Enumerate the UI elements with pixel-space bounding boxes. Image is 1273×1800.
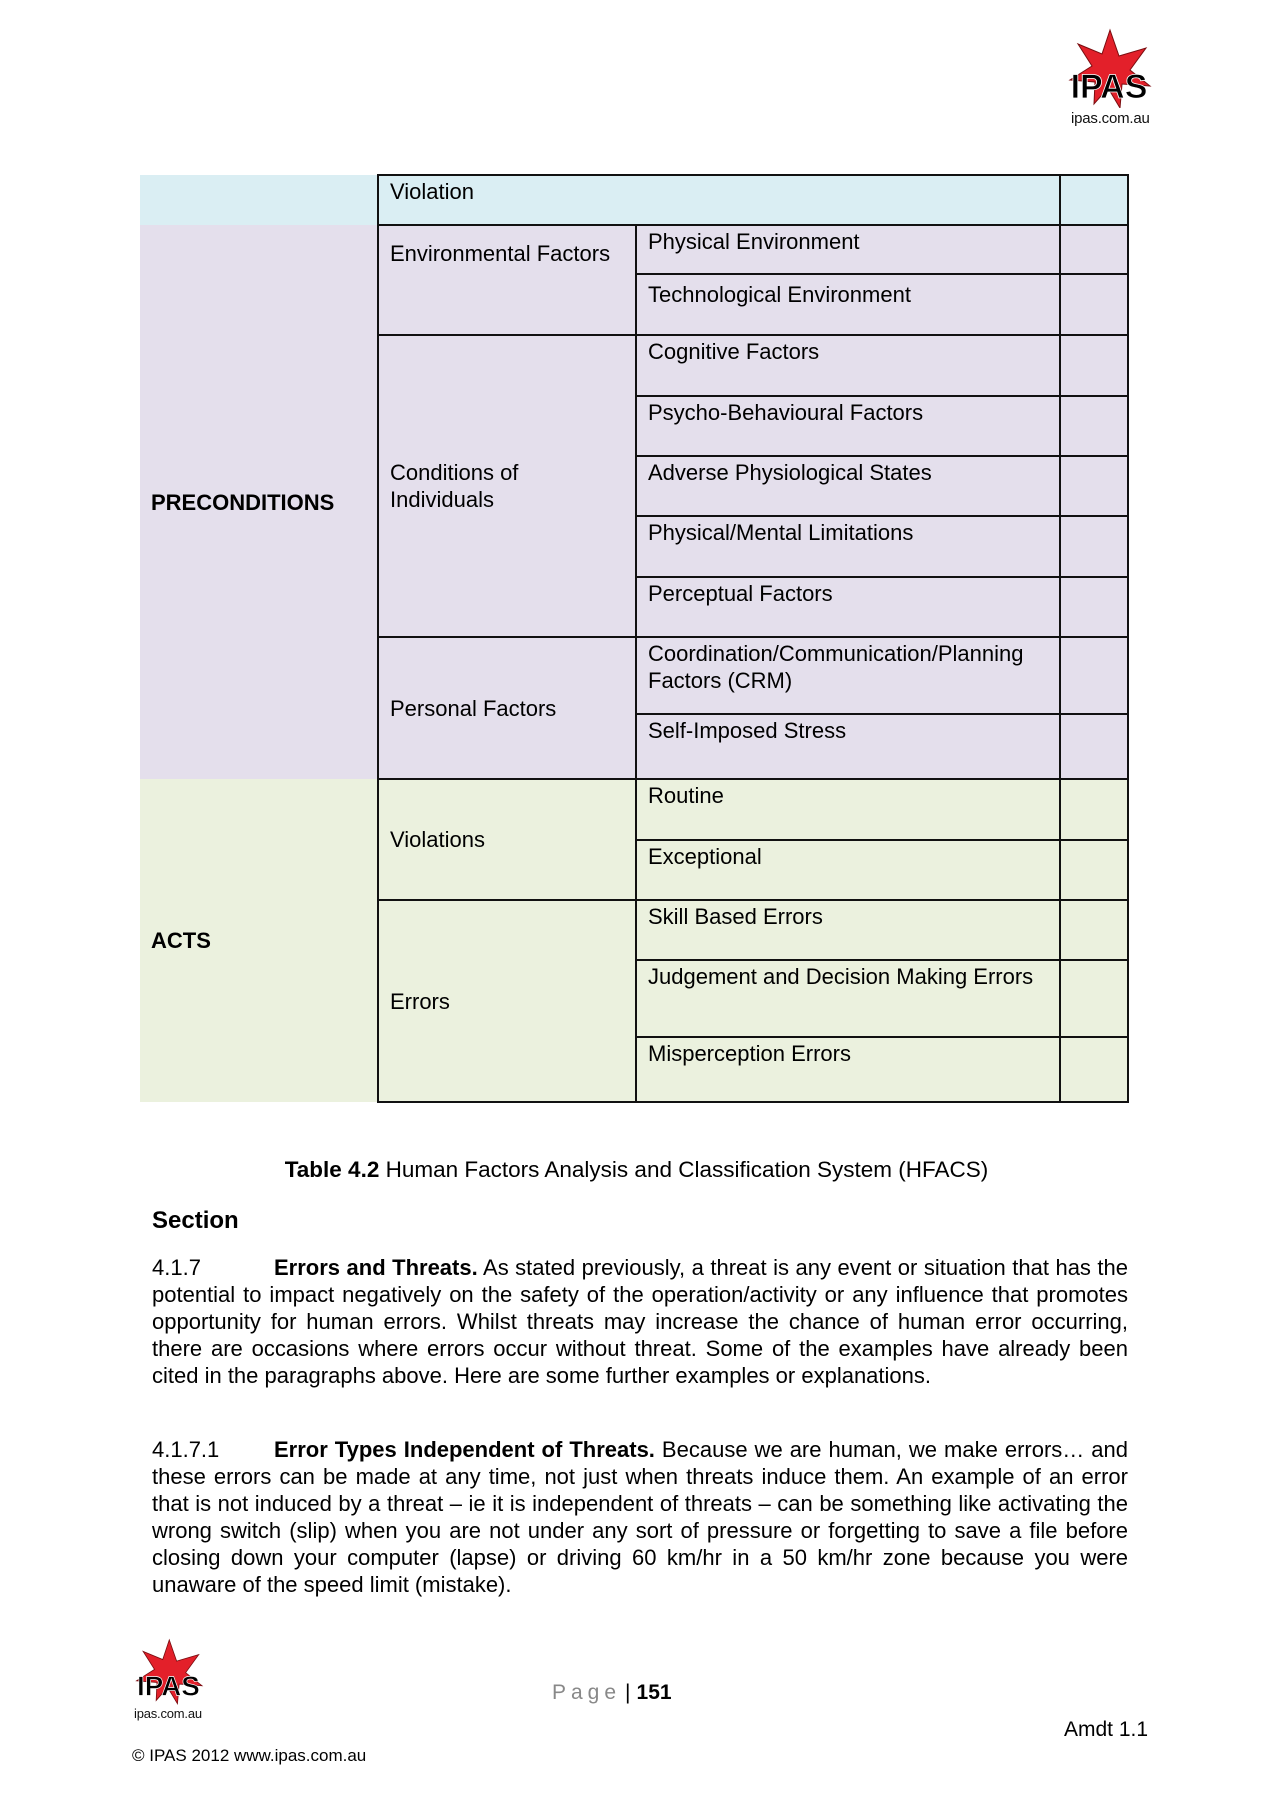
blank-cell bbox=[1060, 900, 1128, 960]
item-skill-based-errors: Skill Based Errors bbox=[636, 900, 1060, 960]
page-separator: | bbox=[625, 1681, 631, 1704]
page-number: 151 bbox=[636, 1681, 672, 1704]
category-preconditions: PRECONDITIONS bbox=[140, 225, 378, 779]
item-physical-environment: Physical Environment bbox=[636, 225, 1060, 274]
item-self-imposed-stress: Self-Imposed Stress bbox=[636, 714, 1060, 779]
subcategory-personal-factors: Personal Factors bbox=[378, 637, 636, 779]
header-logo bbox=[1062, 28, 1172, 127]
footer-logo bbox=[130, 1636, 220, 1721]
blank-cell bbox=[1060, 577, 1128, 637]
table-row bbox=[140, 175, 1128, 225]
blank-cell bbox=[1060, 840, 1128, 900]
subcategory-violation: Violation bbox=[378, 175, 1060, 225]
blank-cell bbox=[1060, 779, 1128, 840]
page-label: Page bbox=[552, 1681, 622, 1704]
item-misperception-errors: Misperception Errors bbox=[636, 1037, 1060, 1102]
blank-cell bbox=[1060, 1037, 1128, 1102]
blank-cell bbox=[1060, 396, 1128, 456]
logo-url-text: ipas.com.au bbox=[1071, 110, 1150, 127]
blank-cell bbox=[1060, 960, 1128, 1037]
item-routine: Routine bbox=[636, 779, 1060, 840]
section-heading: Section bbox=[152, 1207, 239, 1234]
item-psycho-behavioural-factors: Psycho-Behavioural Factors bbox=[636, 396, 1060, 456]
page-number-label bbox=[552, 1681, 672, 1705]
copyright-text: © IPAS 2012 www.ipas.com.au bbox=[132, 1746, 367, 1765]
paragraph-heading: Errors and Threats. bbox=[274, 1255, 478, 1280]
paragraph-4-1-7 bbox=[152, 1254, 1128, 1389]
blank-cell bbox=[1060, 516, 1128, 577]
table-row bbox=[140, 779, 1128, 840]
blank-cell bbox=[1060, 335, 1128, 396]
subcategory-violations: Violations bbox=[378, 779, 636, 900]
blank-cell bbox=[1060, 456, 1128, 516]
table-row bbox=[140, 225, 1128, 274]
subcategory-environmental-factors: Environmental Factors bbox=[378, 225, 636, 335]
item-cognitive-factors: Cognitive Factors bbox=[636, 335, 1060, 396]
table-caption bbox=[0, 1157, 1273, 1183]
paragraph-body: As stated previously, a threat is any event or situation that has the potential to impact negatively on the safety of the operation/activity or any influence that promotes opportunity for human errors. Whilst threats may increase the chance of human error occurring, there are occasions where errors occur without threat. Some of the examples have already been cited in the paragraphs above. Here are some further examples or explanations. bbox=[152, 1255, 1129, 1388]
blank-cell bbox=[1060, 225, 1128, 274]
logo-url-text: ipas.com.au bbox=[134, 1706, 202, 1721]
category-cell-empty bbox=[140, 175, 378, 225]
subcategory-errors: Errors bbox=[378, 900, 636, 1102]
ipas-star-logo-icon bbox=[130, 1636, 220, 1706]
item-technological-environment: Technological Environment bbox=[636, 274, 1060, 335]
svg-text:IPAS: IPAS bbox=[1070, 68, 1148, 106]
caption-text: Human Factors Analysis and Classification System (HFACS) bbox=[379, 1157, 989, 1182]
item-exceptional: Exceptional bbox=[636, 840, 1060, 900]
item-perceptual-factors: Perceptual Factors bbox=[636, 577, 1060, 637]
paragraph-body: Because we are human, we make errors… and these errors can be made at any time, not just when threats induce them. An example of an error that is not induced by a threat – ie it is independent of threats – can be something like activating the wrong switch (slip) when you are not under any sort of pressure or forgetting to save a file before closing down your computer (lapse) or driving 60 km/hr in a 50 km/hr zone because you were unaware of the speed limit (mistake). bbox=[152, 1437, 1128, 1597]
subcategory-conditions-of-individuals: Conditions of Individuals bbox=[378, 335, 636, 637]
item-judgement-decision-making-errors: Judgement and Decision Making Errors bbox=[636, 960, 1060, 1037]
amendment-label: Amdt 1.1 bbox=[1064, 1718, 1149, 1741]
paragraph-heading: Error Types Independent of Threats. bbox=[274, 1437, 655, 1462]
blank-cell bbox=[1060, 175, 1128, 225]
category-acts: ACTS bbox=[140, 779, 378, 1102]
blank-cell bbox=[1060, 714, 1128, 779]
hfacs-table bbox=[140, 174, 1129, 1103]
item-adverse-physiological-states: Adverse Physiological States bbox=[636, 456, 1060, 516]
paragraph-4-1-7-1 bbox=[152, 1436, 1128, 1598]
paragraph-number: 4.1.7 bbox=[152, 1255, 201, 1280]
item-physical-mental-limitations: Physical/Mental Limitations bbox=[636, 516, 1060, 577]
item-coordination-communication-planning: Coordination/Communication/Planning Factors (CRM) bbox=[636, 637, 1060, 714]
ipas-star-logo-icon bbox=[1062, 28, 1172, 108]
paragraph-number: 4.1.7.1 bbox=[152, 1437, 220, 1462]
blank-cell bbox=[1060, 274, 1128, 335]
svg-text:IPAS: IPAS bbox=[137, 1670, 200, 1702]
caption-label: Table 4.2 bbox=[284, 1157, 380, 1182]
blank-cell bbox=[1060, 637, 1128, 714]
